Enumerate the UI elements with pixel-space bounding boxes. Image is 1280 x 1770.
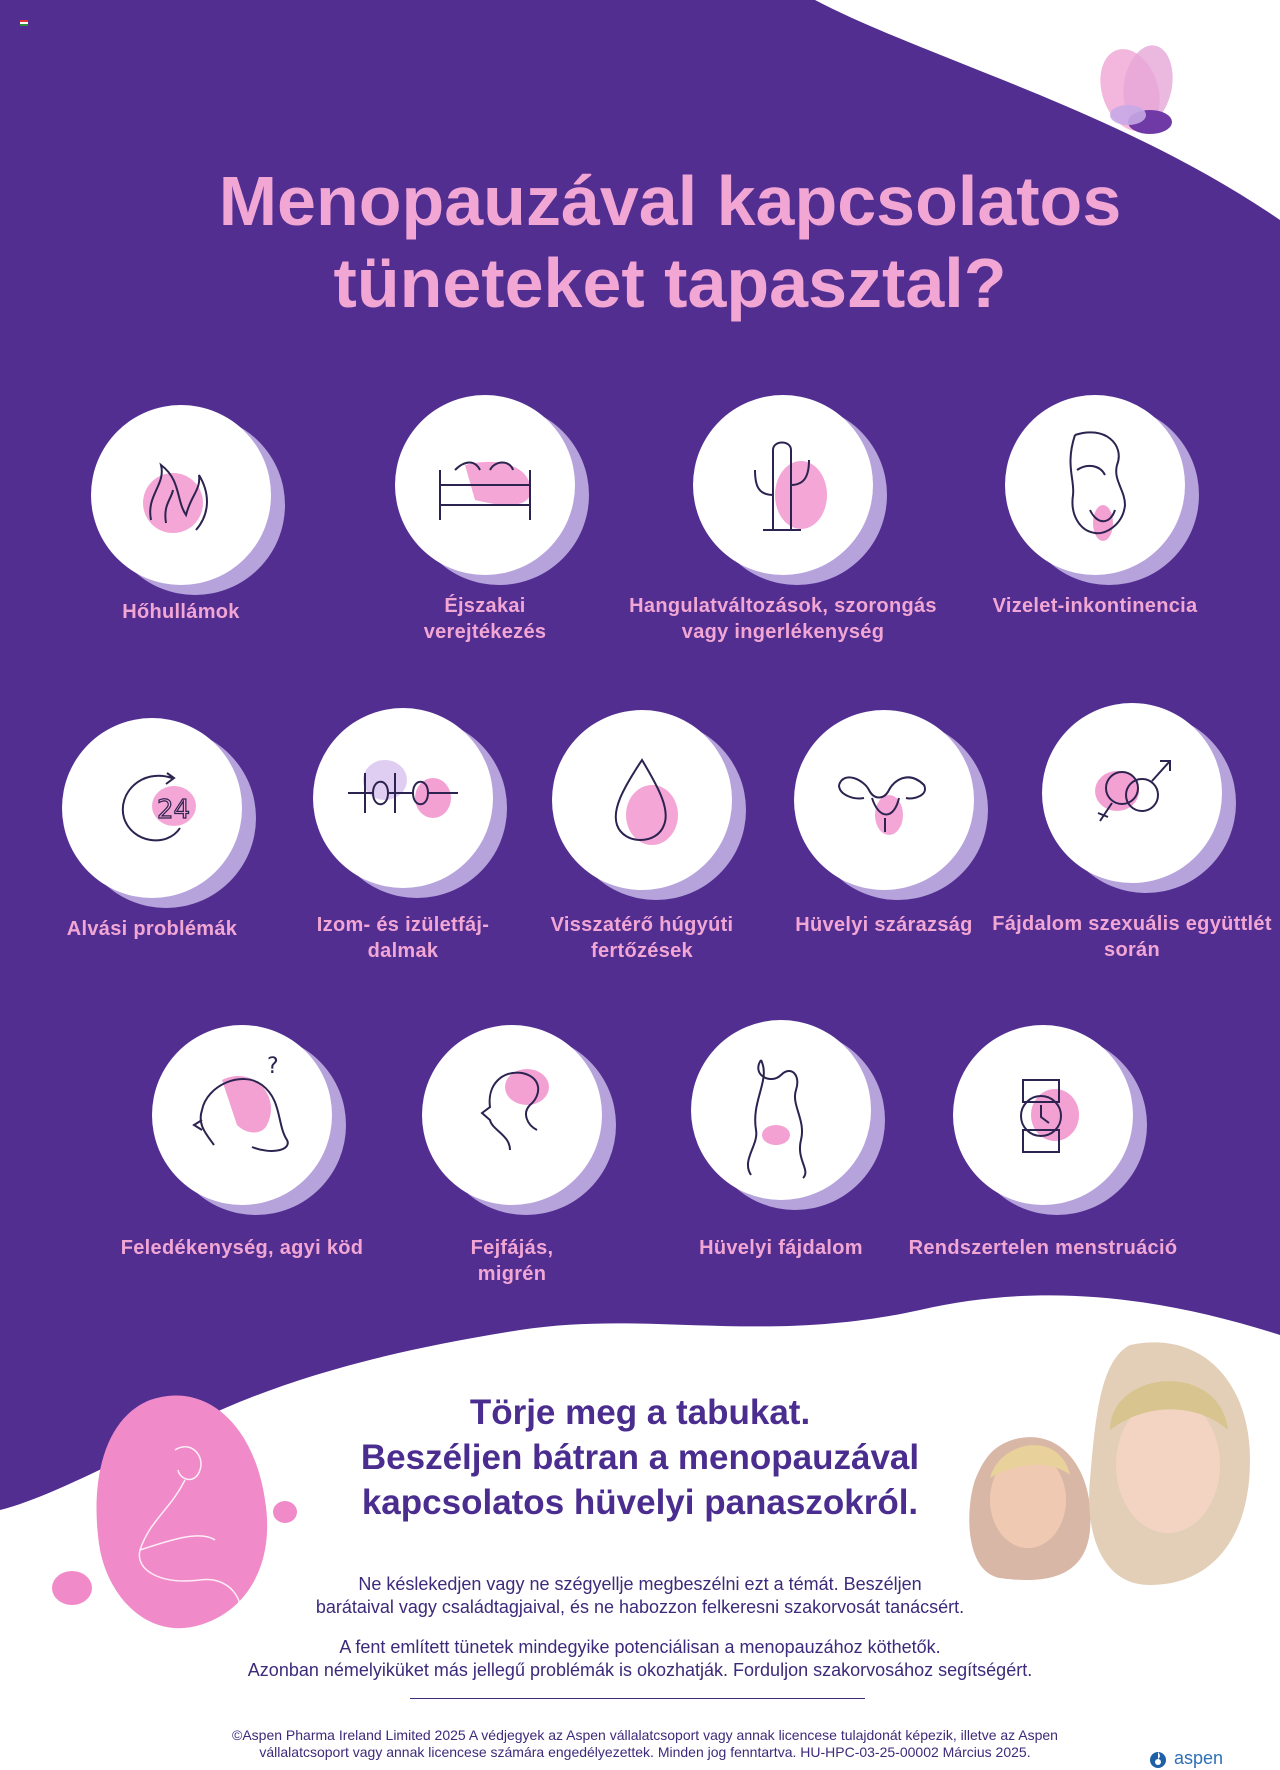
symptom-label: Alvási problémák: [66, 918, 238, 940]
symptom-hot-flashes: [16, 405, 346, 625]
symptom-mood-changes: [618, 395, 948, 645]
symptom-circle: [953, 1025, 1133, 1205]
symptom-circle: [552, 710, 732, 890]
symptom-label: Hangulatváltozások, szorongás vagy ingerlékenység: [629, 595, 937, 643]
symptom-circle: [62, 718, 242, 898]
symptom-circle: [1005, 395, 1185, 575]
footer-line-1: ©Aspen Pharma Ireland Limited 2025 A védjegyek az Aspen vállalatcsoport vagy annak licencese tulajdonát képezik, illetve az Aspen: [232, 1727, 1058, 1743]
footer-line-2: vállalatcsoport vagy annak licencese számára engedélyezettek. Minden jog fenntartva. HU-HPC-03-25-00002 Március 2025.: [259, 1744, 1031, 1760]
call-to-action-headline: [330, 1390, 950, 1525]
body-torso-icon: [1005, 395, 1185, 575]
disclaimer-line-2: Azonban némelyiküket más jellegű problémák is okozhatják. Forduljon szakorvosához segítségért.: [247, 1660, 1033, 1680]
logo-text: aspen: [1174, 1748, 1224, 1768]
symptom-circle: [313, 708, 493, 888]
uterus-icon: [794, 710, 974, 890]
footer-divider: [410, 1698, 865, 1699]
symptom-label: Feledékenység, agyi köd: [120, 1237, 364, 1259]
svg-text:?: ?: [267, 1054, 279, 1079]
advice-paragraph: [180, 1573, 1100, 1619]
page-title: [140, 160, 1200, 324]
symptom-circle: [794, 710, 974, 890]
symptom-incontinence: [930, 395, 1260, 619]
title-line-1: Menopauzával kapcsolatos: [218, 162, 1122, 240]
symptom-circle: [1042, 703, 1222, 883]
disclaimer-paragraph: [180, 1636, 1100, 1682]
copyright-footer: [140, 1727, 1150, 1761]
symptom-label: Hüvelyi szárazság: [795, 914, 973, 936]
symptom-label: Izom- és izületfáj-dalmak: [316, 914, 490, 962]
aspen-logo: [1148, 1748, 1223, 1769]
symptom-circle: [691, 1020, 871, 1200]
cactus-icon: [693, 395, 873, 575]
symptom-label: Vizelet-inkontinencia: [992, 595, 1198, 617]
gender-symbols-icon: [1042, 703, 1222, 883]
svg-text:24: 24: [157, 795, 191, 825]
advice-line-2: barátaival vagy családtagjaival, és ne habozzon felkeresni szakorvosát tanácsért.: [315, 1597, 965, 1617]
symptom-circle: [91, 405, 271, 585]
title-line-2: tüneteket tapasztal?: [333, 244, 1007, 322]
symptom-label: Hüvelyi fájdalom: [699, 1237, 863, 1259]
symptom-circle: [693, 395, 873, 575]
watch-icon: [953, 1025, 1133, 1205]
head-question-icon: [152, 1025, 332, 1205]
clock-24-icon: [62, 718, 242, 898]
aspen-logo-icon: [1148, 1749, 1168, 1769]
female-body-icon: [691, 1020, 871, 1200]
bed-icon: [395, 395, 575, 575]
head-profile-icon: [422, 1025, 602, 1205]
advice-line-1: Ne késlekedjen vagy ne szégyellje megbeszélni ezt a témát. Beszéljen: [358, 1574, 922, 1594]
symptom-label: Rendszertelen menstruáció: [908, 1237, 1178, 1259]
headline-line-3: kapcsolatos hüvelyi panaszokról.: [361, 1483, 919, 1522]
symptom-label: Éjszakai verejtékezés: [423, 595, 547, 643]
symptom-circle: [422, 1025, 602, 1205]
headline-line-1: Törje meg a tabukat.: [469, 1393, 811, 1432]
joints-icon: [313, 708, 493, 888]
language-flag-icon[interactable]: [20, 20, 28, 26]
drop-icon: [552, 710, 732, 890]
symptom-label: Fájdalom szexuális együttlét során: [992, 913, 1272, 961]
symptom-night-sweats: [320, 395, 650, 645]
symptom-label: Hőhullámok: [122, 601, 240, 623]
symptom-circle: [152, 1025, 332, 1205]
headline-line-2: Beszéljen bátran a menopauzával: [360, 1438, 920, 1477]
disclaimer-line-1: A fent említett tünetek mindegyike potenciálisan a menopauzához köthetők.: [339, 1637, 941, 1657]
symptom-irregular-menstruation: [878, 1025, 1208, 1261]
symptom-painful-intercourse: [967, 703, 1280, 963]
symptom-label: Visszatérő húgyúti fertőzések: [550, 914, 734, 962]
flames-icon: [91, 405, 271, 585]
symptom-circle: [395, 395, 575, 575]
symptom-label: Fejfájás, migrén: [470, 1237, 554, 1285]
